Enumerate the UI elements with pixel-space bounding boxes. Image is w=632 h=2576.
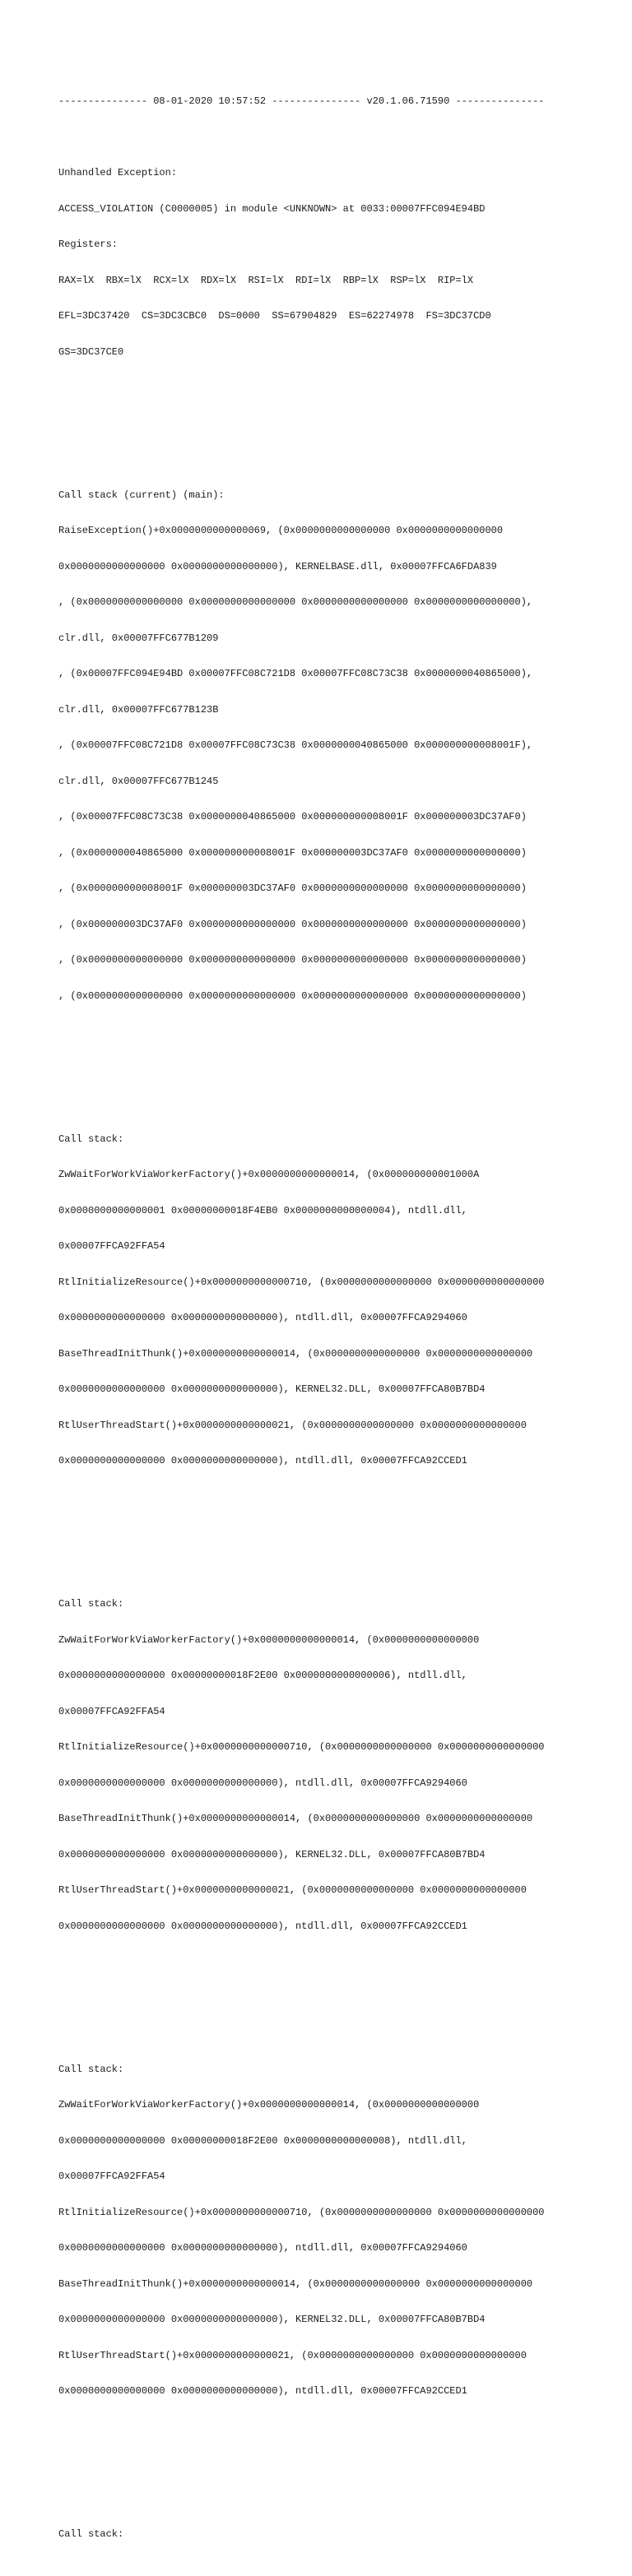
stack-line: 0x0000000000000000 0x0000000000000000), ntdll.dll, 0x00007FFCA9294060	[58, 1312, 467, 1323]
call-stack-4	[58, 2504, 632, 2564]
call-stack-title: Call stack (current) (main):	[58, 489, 225, 501]
registers-label: Registers:	[58, 239, 118, 250]
call-stack-title: Call stack:	[58, 2528, 124, 2540]
stack-line: clr.dll, 0x00007FFC677B1209	[58, 632, 219, 644]
stack-line: 0x0000000000000000 0x00000000018F2E00 0x0000000000000006), ntdll.dll,	[58, 1670, 467, 1681]
exception-detail: ACCESS_VIOLATION (C0000005) in module <UNKNOWN> at 0033:00007FFC094E94BD	[58, 202, 486, 215]
stack-line: 0x0000000000000000 0x0000000000000000), ntdll.dll, 0x00007FFCA92CCED1	[58, 1920, 467, 1932]
call-stack-3	[58, 2040, 632, 2421]
log-header-line: --------------- 08-01-2020 10:57:52 --------------- v20.1.06.71590 ---------------	[58, 95, 545, 107]
stack-line: 0x0000000000000000 0x0000000000000000), ntdll.dll, 0x00007FFCA9294060	[58, 1777, 467, 1789]
stack-line: ZwWaitForWorkViaWorkerFactory()+0x0000000000000014, (0x0000000000000000	[58, 1633, 480, 1646]
call-stack-1	[58, 1110, 632, 1491]
stack-line: BaseThreadInitThunk()+0x0000000000000014, (0x0000000000000000 0x0000000000000000	[58, 1347, 533, 1360]
stack-line: , (0x0000000040865000 0x000000000008001F 0x000000003DC37AF0 0x0000000000000000)	[58, 846, 527, 859]
stack-line: , (0x0000000000000000 0x0000000000000000 0x0000000000000000 0x0000000000000000)	[58, 954, 527, 966]
stack-line: BaseThreadInitThunk()+0x0000000000000014, (0x0000000000000000 0x0000000000000000	[58, 2277, 533, 2290]
stack-line: RaiseException()+0x0000000000000069, (0x0000000000000000 0x0000000000000000	[58, 525, 504, 536]
stack-line: 0x0000000000000000 0x0000000000000000), ntdll.dll, 0x00007FFCA92CCED1	[58, 2385, 467, 2397]
stack-line: clr.dll, 0x00007FFC677B1245	[58, 775, 219, 787]
spacer	[58, 2457, 632, 2469]
spacer	[58, 1062, 632, 1074]
spacer	[58, 418, 632, 430]
stack-line: 0x0000000000000000 0x0000000000000000), ntdll.dll, 0x00007FFCA92CCED1	[58, 1455, 467, 1466]
stack-line: , (0x000000003DC37AF0 0x0000000000000000 0x0000000000000000 0x0000000000000000)	[58, 918, 527, 930]
stack-line: , (0x0000000000000000 0x0000000000000000 0x0000000000000000 0x0000000000000000)	[58, 989, 527, 1002]
exception-section	[58, 143, 632, 382]
call-stack-2	[58, 1574, 632, 1956]
stack-line: clr.dll, 0x00007FFC677B123B	[58, 703, 219, 716]
call-stack-title: Call stack:	[58, 1133, 124, 1145]
call-stack-main	[58, 466, 632, 1026]
stack-line: RtlUserThreadStart()+0x0000000000000021, (0x0000000000000000 0x0000000000000000	[58, 1419, 527, 1431]
registers-line: GS=3DC37CE0	[58, 345, 124, 358]
stack-line: 0x00007FFCA92FFA54	[58, 1705, 165, 1717]
registers-line: EFL=3DC37420 CS=3DC3CBC0 DS=0000 SS=67904829 ES=62274978 FS=3DC37CD0	[58, 310, 491, 322]
spacer	[58, 1992, 632, 2004]
crash-log-document	[58, 72, 632, 2576]
stack-line: , (0x00007FFC08C73C38 0x0000000040865000 0x000000000008001F 0x000000003DC37AF0)	[58, 811, 527, 822]
exception-title: Unhandled Exception:	[58, 167, 178, 178]
stack-line: RtlInitializeResource()+0x0000000000000710, (0x0000000000000000 0x0000000000000000	[58, 1276, 545, 1288]
stack-line: 0x0000000000000000 0x00000000018F2E00 0x0000000000000008), ntdll.dll,	[58, 2134, 467, 2147]
stack-line: 0x0000000000000001 0x00000000018F4EB0 0x0000000000000004), ntdll.dll,	[58, 1204, 467, 1216]
stack-line: 0x0000000000000000 0x0000000000000000), KERNEL32.DLL, 0x00007FFCA80B7BD4	[58, 1383, 486, 1395]
stack-line: BaseThreadInitThunk()+0x0000000000000014, (0x0000000000000000 0x0000000000000000	[58, 1813, 533, 1824]
spacer	[58, 1527, 632, 1539]
stack-line: 0x0000000000000000 0x0000000000000000), KERNEL32.DLL, 0x00007FFCA80B7BD4	[58, 1848, 486, 1860]
stack-line: 0x00007FFCA92FFA54	[58, 2171, 165, 2182]
stack-line: , (0x000000000008001F 0x000000003DC37AF0 0x0000000000000000 0x0000000000000000)	[58, 883, 527, 894]
stack-line: ZwWaitForWorkViaWorkerFactory()+0x0000000000000014, (0x000000000001000A	[58, 1169, 480, 1180]
stack-line: ZwWaitForWorkViaWorkerFactory()+0x0000000000000014, (0x0000000000000000	[58, 2099, 480, 2110]
stack-line: 0x0000000000000000 0x0000000000000000), KERNEL32.DLL, 0x00007FFCA80B7BD4	[58, 2314, 486, 2325]
stack-line: , (0x0000000000000000 0x0000000000000000 0x0000000000000000 0x0000000000000000),	[58, 596, 533, 608]
stack-line: 0x0000000000000000 0x0000000000000000), KERNELBASE.dll, 0x00007FFCA6FDA839	[58, 560, 497, 572]
stack-line: RtlInitializeResource()+0x0000000000000710, (0x0000000000000000 0x0000000000000000	[58, 2206, 545, 2218]
call-stack-title: Call stack:	[58, 2063, 124, 2075]
call-stack-title: Call stack:	[58, 1598, 124, 1610]
stack-line: 0x0000000000000000 0x0000000000000000), ntdll.dll, 0x00007FFCA9294060	[58, 2242, 467, 2254]
stack-line: RtlUserThreadStart()+0x0000000000000021, (0x0000000000000000 0x0000000000000000	[58, 2349, 527, 2361]
stack-line: RtlInitializeResource()+0x0000000000000710, (0x0000000000000000 0x0000000000000000	[58, 1741, 545, 1753]
stack-line: , (0x00007FFC08C721D8 0x00007FFC08C73C38 0x0000000040865000 0x000000000008001F),	[58, 739, 533, 751]
registers-line: RAX=lX RBX=lX RCX=lX RDX=lX RSI=lX RDI=lX RBP=lX RSP=lX RIP=lX	[58, 274, 474, 286]
stack-line: 0x00007FFCA92FFA54	[58, 1240, 165, 1252]
stack-line: , (0x00007FFC094E94BD 0x00007FFC08C721D8 0x00007FFC08C73C38 0x0000000040865000),	[58, 668, 533, 679]
stack-line: RtlUserThreadStart()+0x0000000000000021, (0x0000000000000000 0x0000000000000000	[58, 1884, 527, 1896]
